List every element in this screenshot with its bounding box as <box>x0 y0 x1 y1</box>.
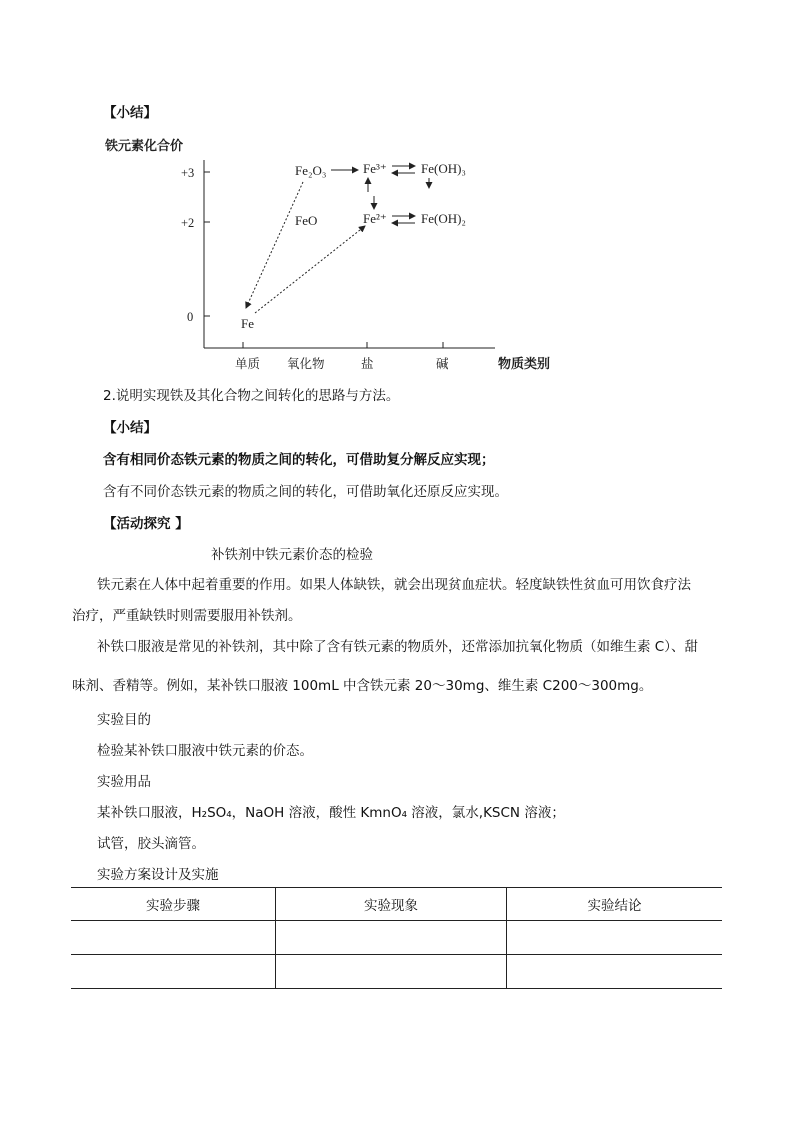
column-header: 实验现象 <box>276 888 507 921</box>
table-row <box>71 955 722 989</box>
question-2: 2.说明实现铁及其化合物之间转化的思路与方法。 <box>103 388 400 404</box>
x-tick-label: 碱 <box>436 356 449 371</box>
summary-line: 含有相同价态铁元素的物质之间的转化，可借助复分解反应实现； <box>103 452 495 468</box>
section-heading: 实验方案设计及实施 <box>97 867 219 883</box>
y-tick-label: +2 <box>181 216 195 230</box>
table-row <box>71 921 722 955</box>
species-fe-oh-3: Fe(OH)₃ <box>421 161 466 176</box>
table-cell[interactable] <box>276 955 507 989</box>
species-fe2-ion: Fe²⁺ <box>363 211 387 226</box>
activity-heading: 【活动探究 】 <box>103 516 189 532</box>
summary-line: 含有不同价态铁元素的物质之间的转化，可借助氧化还原反应实现。 <box>103 484 508 500</box>
section-heading: 实验目的 <box>97 712 151 728</box>
x-tick-label: 氧化物 <box>287 356 325 371</box>
summary-heading: 【小结】 <box>103 420 157 436</box>
y-tick-label: 0 <box>187 310 194 324</box>
x-tick-label: 盐 <box>361 356 374 371</box>
table-cell[interactable] <box>276 921 507 955</box>
table-cell[interactable] <box>507 955 723 989</box>
arrow-fe-to-fe2 <box>255 226 365 313</box>
section-heading: 实验用品 <box>97 774 151 790</box>
species-fe: Fe <box>241 316 254 331</box>
table-cell[interactable] <box>71 921 276 955</box>
paragraph-line: 补铁口服液是常见的补铁剂，其中除了含有铁元素的物质外，还常添加抗氧化物质（如维生素 C）、甜 <box>97 639 698 655</box>
column-header: 实验步骤 <box>71 888 276 921</box>
summary-heading: 【小结】 <box>103 105 157 121</box>
species-feo: FeO <box>295 213 318 228</box>
y-axis-label: 铁元素化合价 <box>105 139 184 154</box>
species-fe-oh-2: Fe(OH)₂ <box>421 211 466 226</box>
species-fe2o3: Fe₂O₃ <box>295 163 327 178</box>
x-tick-label: 单质 <box>235 356 261 371</box>
column-header: 实验结论 <box>507 888 723 921</box>
table-cell[interactable] <box>507 921 723 955</box>
paragraph-line: 治疗，严重缺铁时则需要服用补铁剂。 <box>72 608 302 624</box>
arrow-fe2o3-to-fe <box>246 182 303 308</box>
materials-line: 某补铁口服液，H₂SO₄，NaOH 溶液，酸性 KmnO₄ 溶液，氯水,KSCN 溶液； <box>97 805 565 821</box>
x-axis-label: 物质类别 <box>498 357 551 372</box>
y-tick-label: +3 <box>181 166 195 180</box>
paragraph-line: 味剂、香精等。例如，某补铁口服液 100mL 中含铁元素 20～30mg、维生素 C200～300mg。 <box>72 678 653 694</box>
activity-title: 补铁剂中铁元素价态的检验 <box>211 547 373 563</box>
table-cell[interactable] <box>71 955 276 989</box>
species-fe3-ion: Fe³⁺ <box>363 161 387 176</box>
materials-line: 试管，胶头滴管。 <box>97 836 205 852</box>
iron-valence-diagram <box>95 130 575 375</box>
section-text: 检验某补铁口服液中铁元素的价态。 <box>97 743 313 759</box>
experiment-table <box>71 887 722 989</box>
paragraph-line: 铁元素在人体中起着重要的作用。如果人体缺铁，就会出现贫血症状。轻度缺铁性贫血可用饮食疗法 <box>97 577 691 593</box>
table-header-row <box>71 888 722 921</box>
